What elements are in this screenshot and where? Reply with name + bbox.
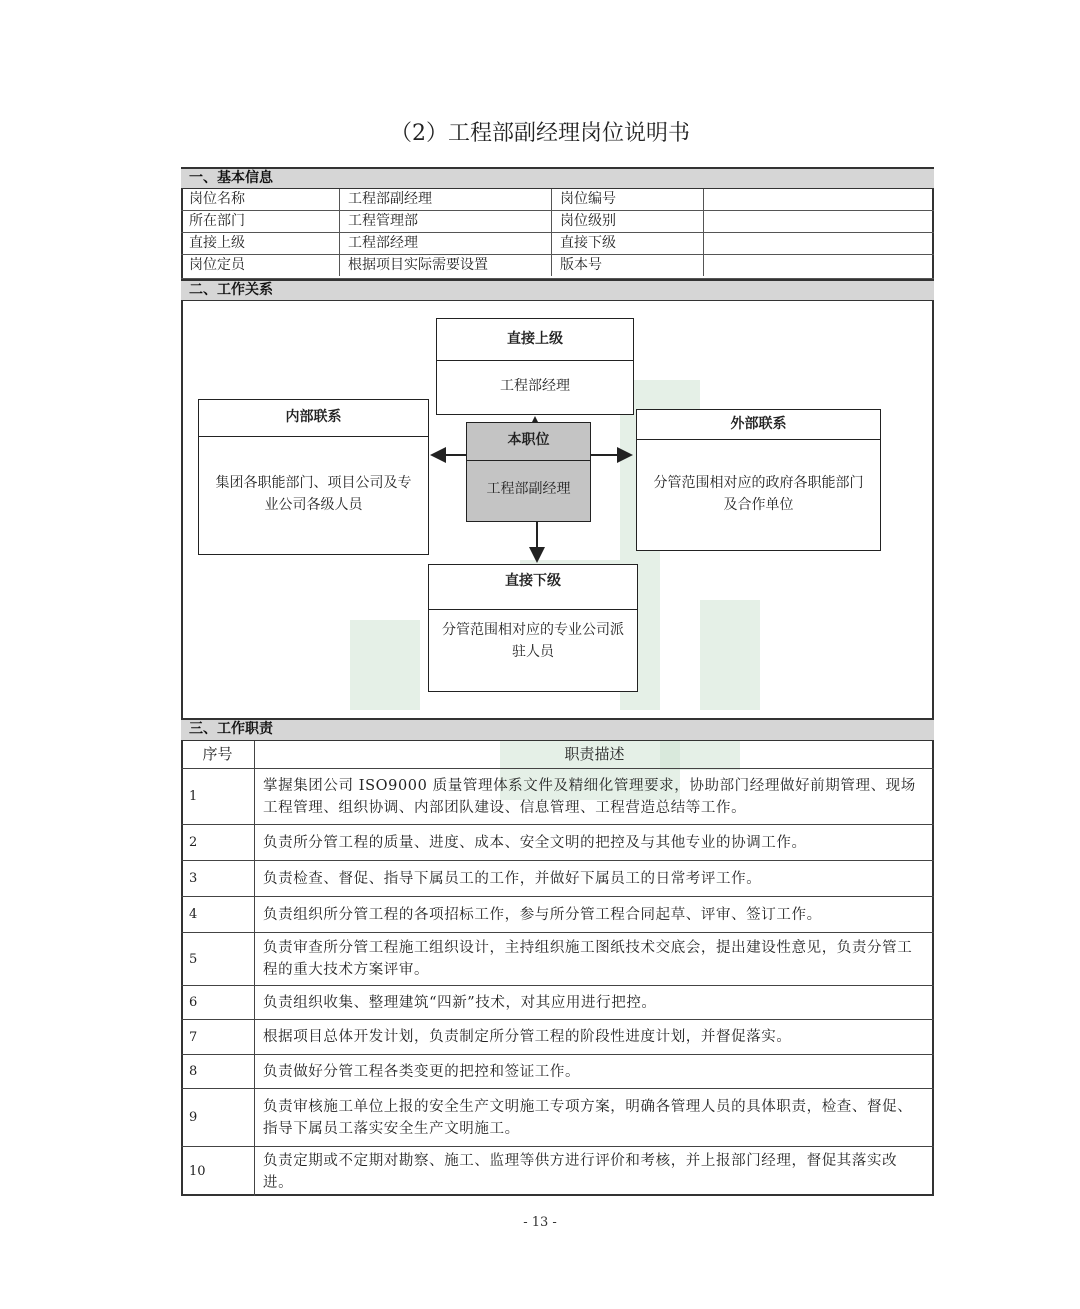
duty-text: 根据项目总体开发计划，负责制定所分管工程的阶段性进度计划，并督促落实。 [263, 1029, 792, 1045]
info-label: 岗位编号 [552, 189, 704, 210]
duty-row [181, 986, 934, 1020]
duty-no: 6 [181, 986, 255, 1019]
duty-row [181, 769, 934, 825]
superior-body: 工程部经理 [500, 378, 570, 394]
info-label: 岗位级别 [552, 211, 704, 232]
internal-title: 内部联系 [199, 400, 428, 437]
section-basic-info: 一、基本信息 [181, 167, 934, 189]
duty-row [181, 897, 934, 933]
duties-header-row [181, 741, 934, 769]
duty-no: 4 [181, 897, 255, 932]
info-label: 岗位定员 [181, 255, 340, 276]
duty-text: 负责检查、督促、指导下属员工的工作，并做好下属员工的日常考评工作。 [263, 870, 762, 887]
duty-no: 3 [181, 861, 255, 896]
current-position-box [466, 422, 591, 522]
duty-text: 负责组织收集、整理建筑“四新”技术，对其应用进行把控。 [263, 994, 657, 1011]
duties-no-header: 序号 [181, 741, 255, 768]
internal-body: 集团各职能部门、项目公司及专业公司各级人员 [215, 475, 412, 513]
duty-no: 2 [181, 825, 255, 860]
self-body: 工程部副经理 [486, 481, 571, 497]
external-contacts-box [636, 409, 881, 551]
duties-desc-header: 职责描述 [564, 745, 625, 763]
duty-no: 8 [181, 1055, 255, 1088]
section-work-relations: 二、工作关系 [181, 279, 934, 301]
duty-row [181, 1020, 934, 1055]
duty-no: 10 [181, 1147, 255, 1196]
duty-no: 9 [181, 1089, 255, 1146]
info-value: 工程部经理 [340, 233, 552, 254]
self-title: 本职位 [467, 423, 590, 461]
info-label: 直接下级 [552, 233, 704, 254]
duty-text: 负责做好分管工程各类变更的把控和签证工作。 [263, 1063, 581, 1080]
external-body: 分管范围相对应的政府各职能部门及合作单位 [653, 475, 864, 513]
duty-text: 负责审查所分管工程施工组织设计，主持组织施工图纸技术交底会，提出建设性意见，负责分管工程的重大技术方案评审。 [263, 940, 913, 978]
internal-contacts-box [198, 399, 429, 555]
duty-row [181, 825, 934, 861]
subordinate-body: 分管范围相对应的专业公司派驻人员 [442, 622, 624, 660]
duty-row [181, 933, 934, 986]
duty-text: 负责定期或不定期对勘察、施工、监理等供方进行评价和考核，并上报部门经理，督促其落实改进。 [263, 1152, 898, 1191]
superior-box [436, 318, 634, 415]
info-value: 工程管理部 [340, 211, 552, 232]
page-number: - 13 - [523, 1215, 557, 1230]
external-title: 外部联系 [637, 410, 880, 440]
duty-row [181, 1055, 934, 1089]
info-value: 工程部副经理 [340, 189, 552, 210]
duty-text: 负责审核施工单位上报的安全生产文明施工专项方案，明确各管理人员的具体职责，检查、督促、指导下属员工落实安全生产文明施工。 [263, 1098, 913, 1137]
duty-no: 5 [181, 933, 255, 985]
duty-text: 负责组织所分管工程的各项招标工作，参与所分管工程合同起草、评审、签订工作。 [263, 906, 822, 923]
info-label: 版本号 [552, 255, 704, 276]
duty-no: 1 [181, 769, 255, 824]
subordinate-box [428, 564, 638, 692]
document-title: （2）工程部副经理岗位说明书 [390, 121, 690, 146]
info-label: 所在部门 [181, 211, 340, 232]
duty-text: 负责所分管工程的质量、进度、成本、安全文明的把控及与其他专业的协调工作。 [263, 834, 807, 851]
info-label: 直接上级 [181, 233, 340, 254]
duty-text: 掌握集团公司 ISO9000 质量管理体系文件及精细化管理要求，协助部门经理做好前期管理、现场工程管理、组织协调、内部团队建设、信息管理、工程营造总结等工作。 [263, 777, 916, 816]
duty-row [181, 861, 934, 897]
duty-row [181, 1089, 934, 1147]
superior-title: 直接上级 [437, 319, 633, 361]
duty-row [181, 1147, 934, 1196]
section-duties: 三、工作职责 [181, 718, 934, 741]
duty-no: 7 [181, 1020, 255, 1054]
info-label: 岗位名称 [181, 189, 340, 210]
subordinate-title: 直接下级 [429, 565, 637, 610]
info-value: 根据项目实际需要设置 [340, 255, 552, 276]
